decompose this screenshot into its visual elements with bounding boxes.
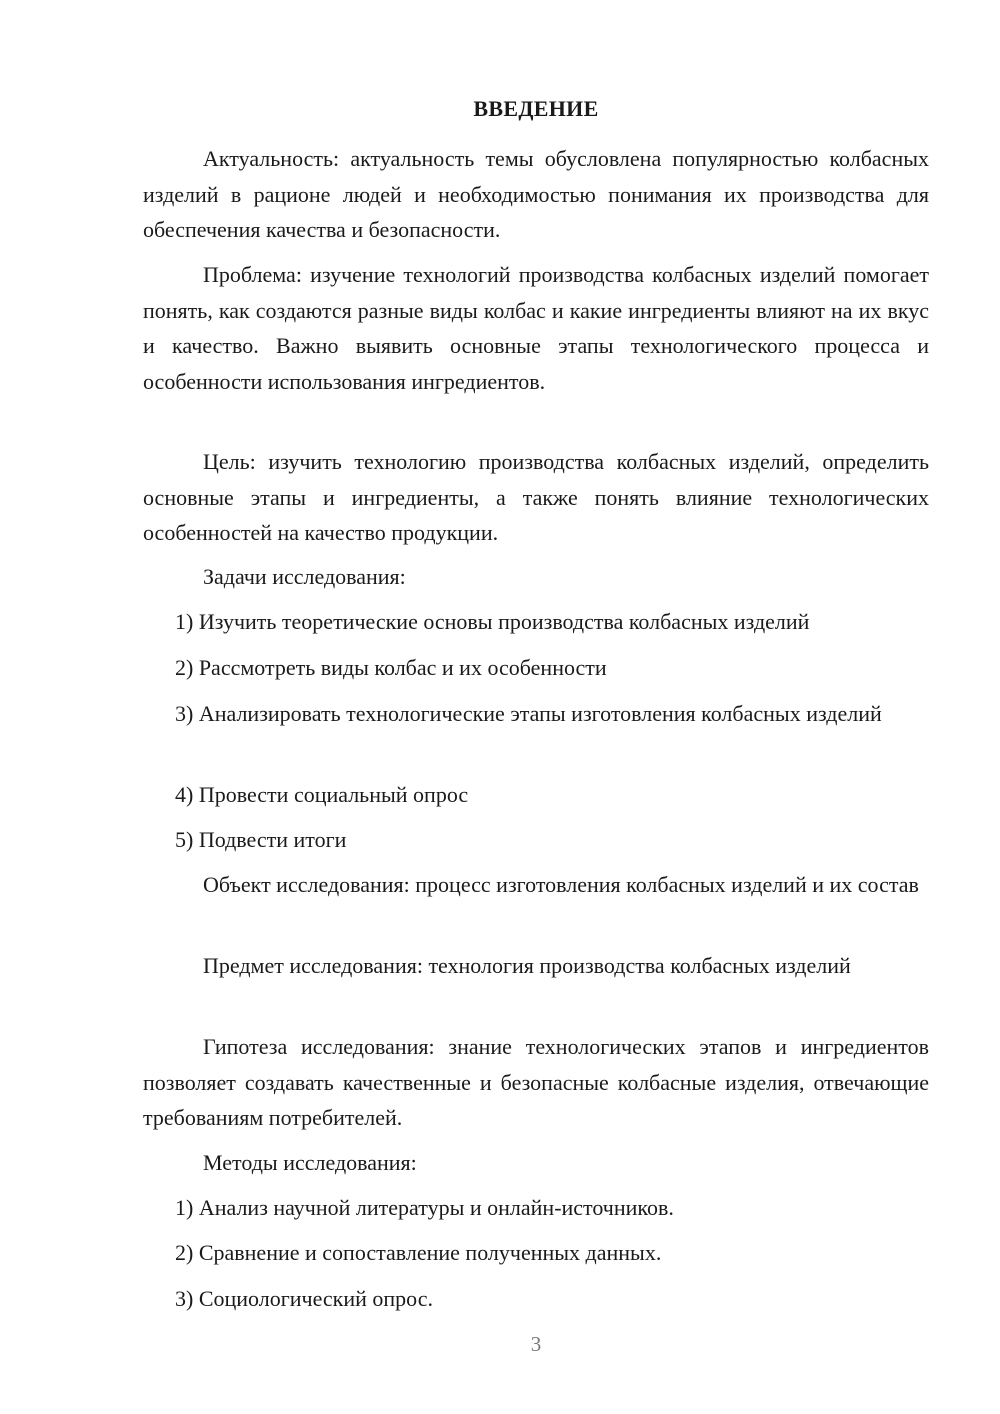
tasks-heading: Задачи исследования: bbox=[203, 564, 406, 589]
task-item-3: 3) Анализировать технологические этапы изготовления колбасных изделий bbox=[175, 701, 882, 726]
paragraph-relevance: Актуальность: актуальность темы обусловлена популярностью колбасных изделий в рационе людей и необходимостью понимания их производства для обеспечения качества и безопасности. bbox=[143, 146, 929, 242]
task-item-2: 2) Рассмотреть виды колбас и их особенности bbox=[175, 655, 607, 680]
paragraph-goal: Цель: изучить технологию производства колбасных изделий, определить основные этапы и ингредиенты, а также понять влияние технологических особенностей на качество продукции. bbox=[143, 449, 929, 545]
paragraph-problem: Проблема: изучение технологий производства колбасных изделий помогает понять, как создаются разные виды колбас и какие ингредиенты влияют на их вкус и качество. Важно выявить основные этапы технологического процесса и особенности использования ингредиентов. bbox=[143, 262, 929, 394]
task-item-5: 5) Подвести итоги bbox=[175, 827, 347, 852]
task-item-1: 1) Изучить теоретические основы производства колбасных изделий bbox=[175, 609, 810, 634]
paragraph-hypothesis: Гипотеза исследования: знание технологических этапов и ингредиентов позволяет создавать качественные и безопасные колбасные изделия, отвечающие требованиям потребителей. bbox=[143, 1034, 929, 1130]
method-item-2: 2) Сравнение и сопоставление полученных данных. bbox=[175, 1240, 662, 1265]
paragraph-subject: Предмет исследования: технология производства колбасных изделий bbox=[203, 953, 851, 978]
page-number: 3 bbox=[530, 1332, 542, 1356]
page-title: ВВЕДЕНИЕ bbox=[473, 96, 599, 121]
method-item-1: 1) Анализ научной литературы и онлайн-источников. bbox=[175, 1195, 674, 1220]
methods-heading: Методы исследования: bbox=[203, 1150, 417, 1175]
paragraph-object: Объект исследования: процесс изготовления колбасных изделий и их состав bbox=[203, 872, 919, 897]
task-item-4: 4) Провести социальный опрос bbox=[175, 782, 469, 807]
method-item-3: 3) Социологический опрос. bbox=[175, 1286, 433, 1311]
